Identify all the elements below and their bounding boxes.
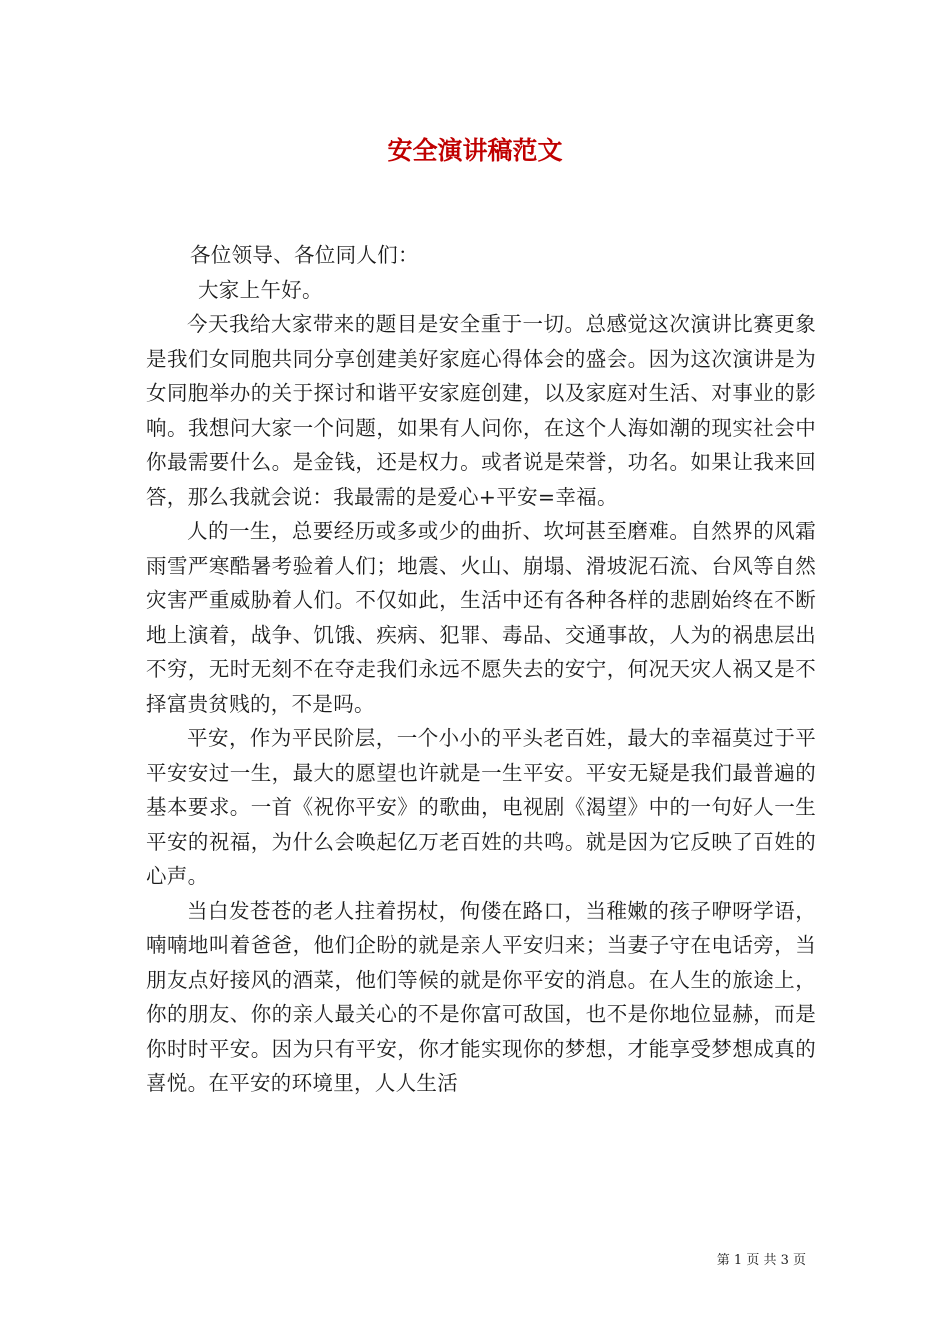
document-body [146, 238, 816, 1101]
page-title: 安全演讲稿范文 [387, 136, 563, 165]
page-number-footer: 第 1 页 共 3 页 [716, 1253, 806, 1268]
paragraph-1: 今天我给大家带来的题目是安全重于一切。总感觉这次演讲比赛更象是我们女同胞共同分享创建美好家庭心得体会的盛会。因为这次演讲是为女同胞举办的关于探讨和谐平安家庭创建，以及家庭对生活、对事业的影响。我想问大家一个问题，如果有人问你，在这个人海如潮的现实社会中你最需要什么。是金钱，还是权力。或者说是荣誉，功名。如果让我来回答，那么我就会说：我最需的是爱心+平安=幸福。 [146, 312, 816, 509]
paragraph-2: 人的一生，总要经历或多或少的曲折、坎坷甚至磨难。自然界的风霜雨雪严寒酷暑考验着人们；地震、火山、崩塌、滑坡泥石流、台风等自然灾害严重威胁着人们。不仅如此，生活中还有各种各样的悲剧始终在不断地上演着，战争、饥饿、疾病、犯罪、毒品、交通事故，人为的祸患层出不穷，无时无刻不在夺走我们永远不愿失去的安宁，何况天灾人祸又是不择富贵贫贱的，不是吗。 [146, 519, 816, 716]
salutation: 各位领导、各位同人们： [190, 243, 419, 267]
paragraph-4: 当白发苍苍的老人拄着拐杖，佝偻在路口，当稚嫩的孩子咿呀学语，喃喃地叫着爸爸，他们企盼的就是亲人平安归来；当妻子守在电话旁，当朋友点好接风的酒菜，他们等候的就是你平安的消息。在人生的旅途上，你的朋友、你的亲人最关心的不是你富可敌国，也不是你地位显赫，而是你时时平安。因为只有平安，你才能实现你的梦想，才能享受梦想成真的喜悦。在平安的环境里，人人生活 [146, 898, 816, 1095]
greeting: 大家上午好。 [198, 277, 323, 302]
paragraph-3: 平安，作为平民阶层，一个小小的平头老百姓，最大的幸福莫过于平平安安过一生，最大的愿望也许就是一生平安。平安无疑是我们最普遍的基本要求。一首《祝你平安》的歌曲，电视剧《渴望》中的一句好人一生平安的祝福，为什么会唤起亿万老百姓的共鸣。就是因为它反映了百姓的心声。 [146, 726, 816, 888]
